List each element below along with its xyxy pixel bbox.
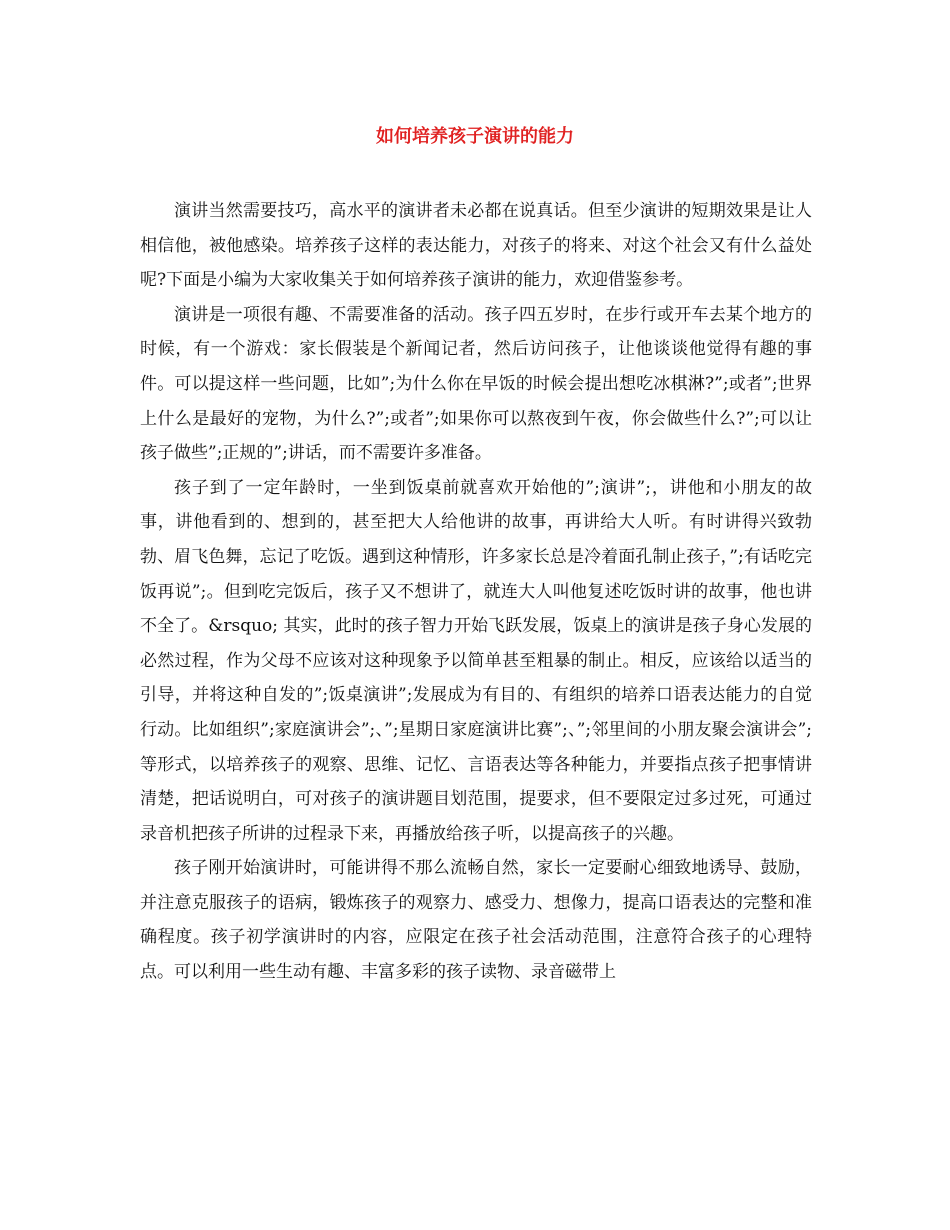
document-body bbox=[140, 194, 812, 990]
paragraph-beginner-guidance: 孩子刚开始演讲时，可能讲得不那么流畅自然，家长一定要耐心细致地诱导、鼓励，并注意克服孩子的语病，锻炼孩子的观察力、感受力、想像力，提高口语表达的完整和准确程度。孩子初学演讲时的内容，应限定在孩子社会活动范围，注意符合孩子的心理特点。可以利用一些生动有趣、丰富多彩的孩子读物、录音磁带上 bbox=[140, 858, 812, 983]
paragraph-intro: 演讲当然需要技巧，高水平的演讲者未必都在说真话。但至少演讲的短期效果是让人相信他，被他感染。培养孩子这样的表达能力，对孩子的将来、对这个社会又有什么益处呢?下面是小编为大家收集关于如何培养孩子演讲的能力，欢迎借鉴参考。 bbox=[140, 201, 812, 291]
document-title: 如何培养孩子演讲的能力 bbox=[376, 126, 574, 147]
paragraph-dinner-speech: 孩子到了一定年龄时，一坐到饭桌前就喜欢开始他的”;演讲”;，讲他和小朋友的故事，讲他看到的、想到的，甚至把大人给他讲的故事，再讲给大人听。有时讲得兴致勃勃、眉飞色舞，忘记了吃饭。遇到这种情形，许多家长总是冷着面孔制止孩子，”;有话吃完饭再说”;。但到吃完饭后，孩子又不想讲了，就连大人叫他复述吃饭时讲的故事，他也讲不全了。&rsquo; 其实，此时的孩子智力开始飞跃发展，饭桌上的演讲是孩子身心发展的必然过程，作为父母不应该对这种现象予以简单甚至粗暴的制止。相反，应该给以适当的引导，并将这种自发的”;饭桌演讲”;发展成为有目的、有组织的培养口语表达能力的自觉行动。比如组织”;家庭演讲会”;、”;星期日家庭演讲比赛”;、”;邻里间的小朋友聚会演讲会”;等形式，以培养孩子的观察、思维、记忆、言语表达等各种能力，并要指点孩子把事情讲清楚，把话说明白，可对孩子的演讲题目划范围，提要求，但不要限定过多过死，可通过录音机把孩子所讲的过程录下来，再播放给孩子听，以提高孩子的兴趣。 bbox=[140, 477, 812, 844]
paragraph-interview-game: 演讲是一项很有趣、不需要准备的活动。孩子四五岁时，在步行或开车去某个地方的时候，有一个游戏：家长假装是个新闻记者，然后访问孩子，让他谈谈他觉得有趣的事件。可以提这样一些问题，比如”;为什么你在早饭的时候会提出想吃冰棋淋?”;或者”;世界上什么是最好的宠物，为什么?”;或者”;如果你可以熬夜到午夜，你会做些什么?”;可以让孩子做些”;正规的”;讲话，而不需要许多准备。 bbox=[140, 304, 812, 464]
